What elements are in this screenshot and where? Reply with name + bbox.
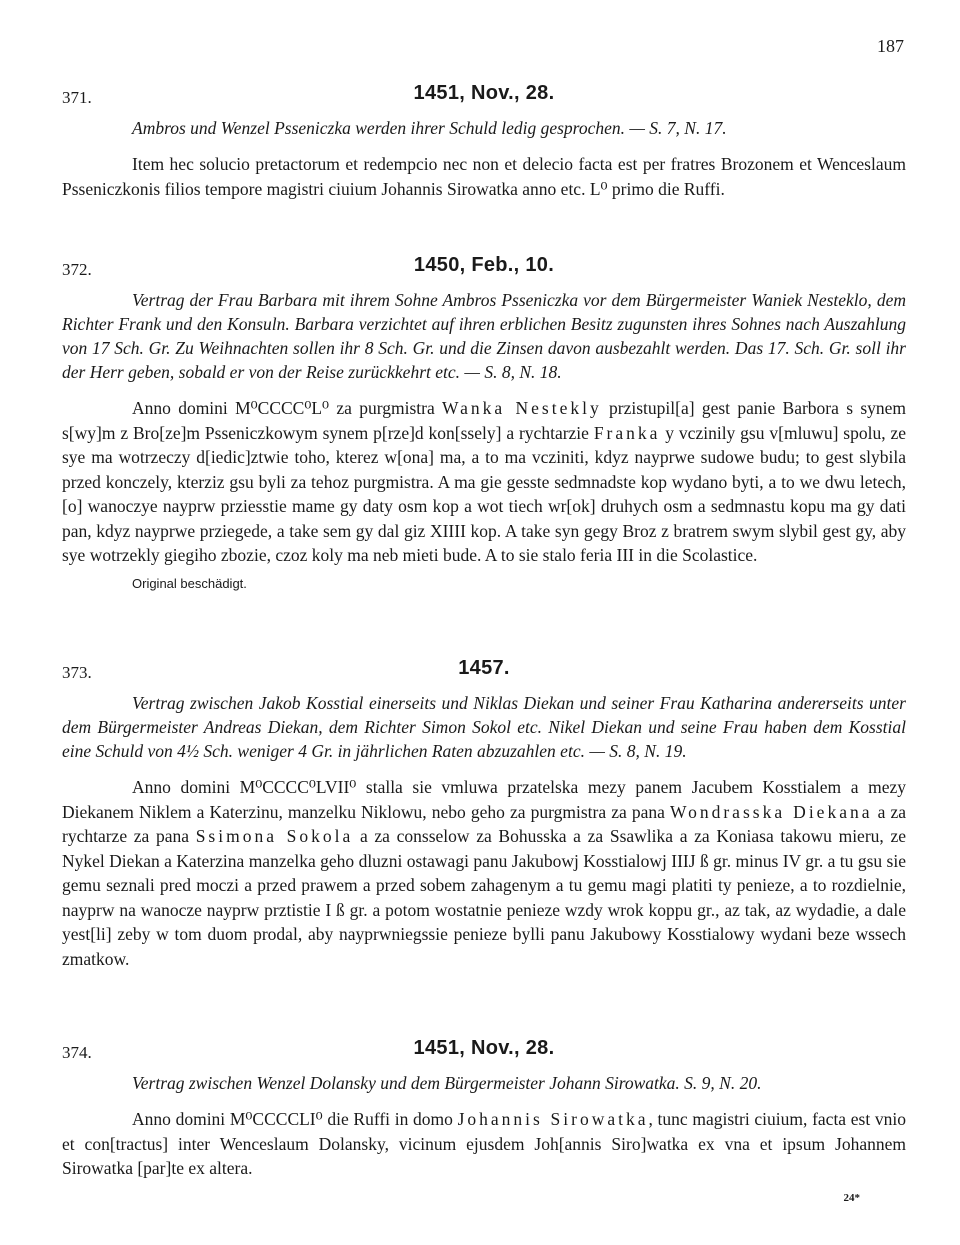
entry-372 bbox=[62, 254, 906, 591]
signature-mark: 24* bbox=[843, 1192, 860, 1204]
entry-body: Item hec solucio pretactorum et redempcio nec non et delecio facta est per fratres Brozonem et Wenceslaum Psseniczkonis filios tempore magistri ciuium Johannis Sirowatka anno etc. L⁰ primo die Ruffi. bbox=[62, 154, 906, 199]
editorial-note: Original beschädigt. bbox=[132, 575, 247, 591]
spaced-name: Ssimona Sokola bbox=[195, 826, 354, 846]
entry-header bbox=[62, 82, 906, 112]
entry-body bbox=[62, 396, 906, 568]
body-text: a za consselow za Bohusska a za Ssawlika a za Koniasa takowu mieru, ze Nykel Diekan a Katerzina manzelka geho dluzni ostawagi panu Jakubowj Kosstialowj IIIJ ß gr. minus IV gr. a tu gsu sie gemu seznali pred moczi a przed prawem a przed sobem zahagenym a tu gemu magi platiti ty penieze, a to rozdielnie, nayprw na wanocze nayprw prztistie I ß gr. a potom wostatnie penieze wzdy wrok koppu gr., az tak, az wydadie, a dale yest[li] zeby w tom duom prodal, aby nayprwniegssie penieze bylli panu Jakubowy Kosstialowy wydani beze wssech zmatkow. bbox=[62, 826, 906, 969]
spaced-name: Johannis Sirowatka bbox=[457, 1109, 649, 1129]
entry-374 bbox=[62, 1037, 906, 1181]
entry-body bbox=[62, 775, 906, 971]
page-number: 187 bbox=[877, 36, 904, 56]
entry-body bbox=[62, 1107, 906, 1181]
body-text: a za rychtarze za pana bbox=[62, 801, 906, 846]
entry-header bbox=[62, 657, 906, 687]
entry-header bbox=[62, 1037, 906, 1067]
entry-summary: Vertrag zwischen Jakob Kosstial einerseits und Niklas Diekan und seiner Frau Katharina andererseits unter dem Bürgermeister Andreas Diekan, dem Richter Simon Sokol etc. Nikel Diekan und seine Frau haben dem Kosstial eine Schuld von 4½ Sch. weniger 4 Gr. in jährlichen Raten abzuzahlen etc. — S. 8, N. 19. bbox=[62, 693, 906, 761]
body-text: , tunc magistri ciuium, facta est vnio et con[tractus] inter Wenceslaum Dolansky, vicinum ejusdem Joh[annis Siro]watka ex vna et ipsum Johannem Sirowatka [par]te ex altera. bbox=[62, 1109, 906, 1178]
entry-header bbox=[62, 254, 906, 284]
body-text: przistupil[a] gest panie Barbora s synem s[wy]m z Bro[ze]m Psseniczkowym synem p[rze]d kon[ssely] a rychtarzie bbox=[62, 398, 907, 443]
entry-date: 1451, Nov., 28. bbox=[413, 82, 555, 104]
entry-date: 1450, Feb., 10. bbox=[413, 254, 555, 276]
entry-number: 374. bbox=[62, 1043, 92, 1062]
entry-date: 1451, Nov., 28. bbox=[413, 1037, 555, 1059]
body-text: Anno domini M⁰CCCCLI⁰ die Ruffi in domo bbox=[132, 1109, 458, 1129]
spaced-name: Wanka Nestekly bbox=[442, 398, 602, 418]
entry-summary: Vertrag der Frau Barbara mit ihrem Sohne Ambros Psseniczka vor dem Bürgermeister Waniek Nesteklo, dem Richter Frank und den Konsuln. Barbara verzichtet auf ihren erblichen Besitz zugunsten ihres Sohnes nach Auszahlung von 17 Sch. Gr. Zu Weihnachten sollen ihr 8 Sch. Gr. und die Zinsen davon ausbezahlt werden. Das 17. Sch. Gr. soll ihr der Herr geben, sobald er von der Reise zurückkehrt etc. — S. 8, N. 18. bbox=[62, 290, 906, 382]
spaced-name: Wondrasska Diekana bbox=[669, 801, 873, 822]
body-text: y vczinily gsu v[mluwu] spolu, ze sye ma wotrzeczy d[iedic]ztwie toho, kterez w[ona] ma, a to ma vcziniti, kdyz nayprwe sudowe budu; to gest slybila przed konczely, kterziz gsu byli za tehoz purgmistra. A ma gie gesste sedmnadste kop wydano byti, a to we dwu letech, [o] wanoczye nayprw prziesstie mame gy daty osm kop a wot tiech wr[ok] druhych osm a sedmnastu kopu ma gy dati pan, kdyz nayprwe prziegede, a take sem gy dal giz XIIII kop. A take syn gegy Broz z bratrem swym slybil gest gy, aby sye wotrzekly giegiho zbozie, czoz koly ma neb mieti bude. A to sie stalo feria III in die Scolastice. bbox=[62, 422, 906, 565]
entry-371 bbox=[62, 82, 906, 201]
entry-summary: Vertrag zwischen Wenzel Dolansky und dem Bürgermeister Johann Sirowatka. S. 9, N. 20. bbox=[132, 1073, 762, 1093]
body-text: Anno domini M⁰CCCC⁰L⁰ za purgmistra bbox=[132, 398, 443, 418]
body-text: Anno domini M⁰CCCC⁰LVII⁰ stalla sie vmluwa przatelska mezy panem Jacubem Kosstialem a mezy Diekanem Niklem a Katerzinu, manzelku Niklowu, nebo geho za purgmistra za pana bbox=[62, 777, 906, 822]
spaced-name: Franka bbox=[593, 422, 661, 443]
entry-number: 372. bbox=[62, 260, 92, 279]
entry-summary: Ambros und Wenzel Psseniczka werden ihrer Schuld ledig gesprochen. — S. 7, N. 17. bbox=[132, 118, 727, 138]
entry-number: 373. bbox=[62, 663, 92, 682]
entry-number: 371. bbox=[62, 88, 92, 107]
entry-373 bbox=[62, 657, 906, 971]
entry-date: 1457. bbox=[458, 657, 510, 679]
